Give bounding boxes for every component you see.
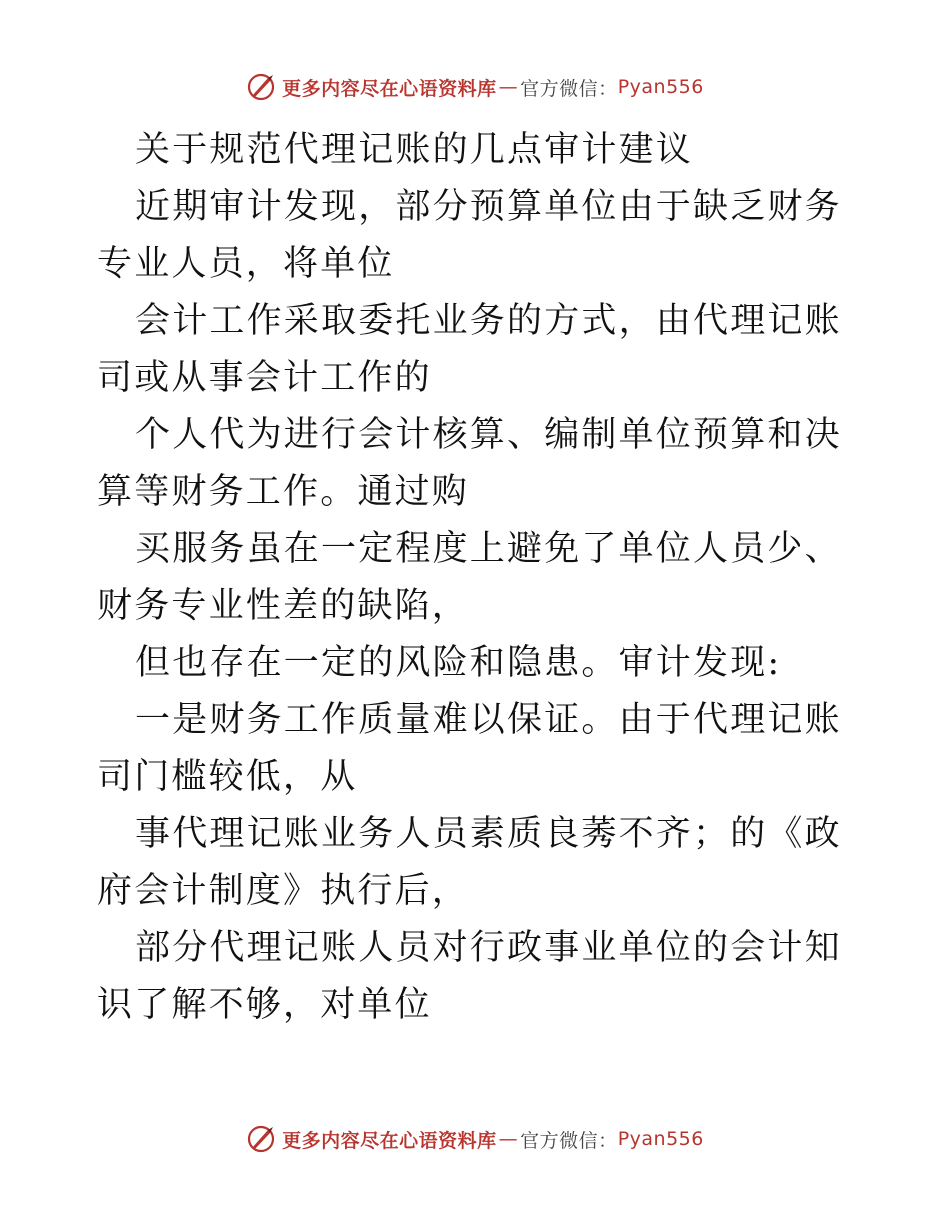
banner-separator: — [498,1128,519,1150]
paragraph: 一是财务工作质量难以保证。由于代理记账司门槛较低，从 [97,700,842,797]
banner-wechat-label: 官方微信： [520,77,618,100]
quill-pen-logo-icon [246,72,276,102]
paragraph: 近期审计发现，部分预算单位由于缺乏财务专业人员，将单位 [97,187,842,284]
banner-brand-text: 更多内容尽在心语资料库 [282,1129,497,1152]
document-title: 关于规范代理记账的几点审计建议 [135,130,694,170]
footer-banner [0,1124,950,1154]
document-body [97,122,853,1034]
paragraph: 事代理记账业务人员素质良莠不齐；的《政府会计制度》执行后， [97,814,842,911]
banner-brand-text: 更多内容尽在心语资料库 [282,77,497,100]
banner-wechat-id: Pyan556 [617,1128,704,1150]
quill-pen-logo-icon [246,1124,276,1154]
paragraph: 个人代为进行会计核算、编制单位预算和决算等财务工作。通过购 [97,415,842,512]
banner-separator: — [498,76,519,98]
banner-wechat-id: Pyan556 [617,76,704,98]
paragraph: 部分代理记账人员对行政事业单位的会计知识了解不够，对单位 [97,928,842,1025]
paragraph: 买服务虽在一定程度上避免了单位人员少、财务专业性差的缺陷， [97,529,842,626]
paragraph: 会计工作采取委托业务的方式，由代理记账司或从事会计工作的 [97,301,842,398]
banner-wechat-label: 官方微信： [520,1129,618,1152]
header-banner [0,72,950,102]
paragraph: 但也存在一定的风险和隐患。审计发现: [135,643,782,683]
